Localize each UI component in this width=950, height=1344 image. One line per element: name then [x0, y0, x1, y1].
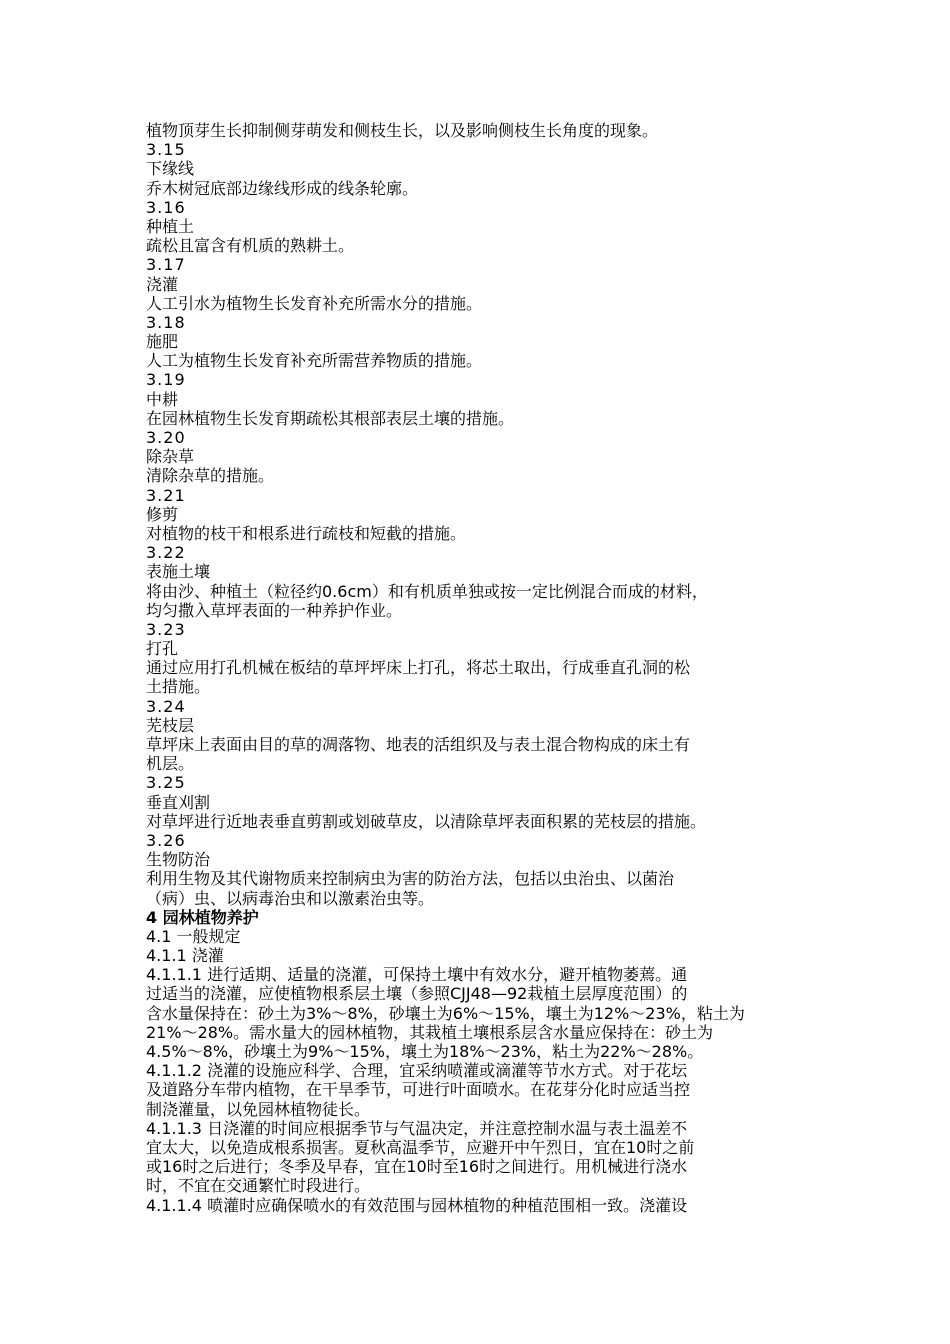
- text-line: 4.1.1.4 喷灌时应确保喷水的有效范围与园林植物的种植范围相一致。浇灌设: [146, 1195, 688, 1215]
- text-line: 表施土壤: [146, 562, 211, 582]
- text-line: 人工为植物生长发育补充所需营养物质的措施。: [146, 351, 483, 371]
- text-line: 均匀撒入草坪表面的一种养护作业。: [146, 600, 403, 620]
- section-heading: 4 园林植物养护: [146, 907, 259, 927]
- text-line: 人工引水为植物生长发育补充所需水分的措施。: [146, 293, 483, 313]
- text-line: 生物防治: [146, 850, 211, 870]
- clause-number: 3.16: [146, 197, 186, 217]
- text-line: 除杂草: [146, 447, 195, 467]
- text-line: 对草坪进行近地表垂直剪割或划破草皮，以清除草坪表面积累的芜枝层的措施。: [146, 811, 707, 831]
- text-line: 通过应用打孔机械在板结的草坪坪床上打孔，将芯土取出，行成垂直孔洞的松: [146, 658, 691, 678]
- clause-number: 3.19: [146, 370, 186, 390]
- clause-number: 3.24: [146, 696, 186, 716]
- text-line: 修剪: [146, 504, 179, 524]
- clause-number: 3.21: [146, 485, 186, 505]
- clause-number: 3.15: [146, 140, 186, 160]
- document-body: [146, 121, 816, 1215]
- text-line: 制浇灌量，以免园林植物徒长。: [146, 1099, 371, 1119]
- text-line: 机层。: [146, 754, 195, 774]
- text-line: 乔木树冠底部边缘线形成的线条轮廓。: [146, 178, 419, 198]
- text-line: 4.1 一般规定: [146, 926, 241, 946]
- text-line: 清除杂草的措施。: [146, 466, 275, 486]
- text-line: 21%～28%。需水量大的园林植物，其栽植土壤根系层含水量应保持在：砂土为: [146, 1022, 714, 1042]
- text-line: 4.5%～8%，砂壤土为9%～15%，壤土为18%～23%，粘土为22%～28%。: [146, 1042, 704, 1061]
- text-line: 及道路分车带内植物，在干旱季节，可进行叶面喷水。在花芽分化时应适当控: [146, 1080, 691, 1100]
- text-line: 垂直刈割: [146, 792, 211, 812]
- text-line: 疏松且富含有机质的熟耕土。: [146, 236, 355, 256]
- clause-number: 3.25: [146, 773, 186, 793]
- text-line: 施肥: [146, 332, 179, 352]
- text-line: 芜枝层: [146, 715, 195, 735]
- text-line: 4.1.1.1 进行适期、适量的浇灌，可保持土壤中有效水分，避开植物萎蔫。通: [146, 965, 688, 985]
- text-line: 种植土: [146, 216, 195, 236]
- text-line: 4.1.1.2 浇灌的设施应科学、合理，宜采纳喷灌或滴灌等节水方式。对于花坛: [146, 1061, 688, 1081]
- text-line: 将由沙、种植土（粒径约0.6cm）和有机质单独或按一定比例混合而成的材料，: [146, 581, 708, 601]
- text-line: 4.1.1 浇灌: [146, 946, 224, 966]
- text-line: 利用生物及其代谢物质来控制病虫为害的防治方法，包括以虫治虫、以菌治: [146, 869, 675, 889]
- text-line: 时，不宜在交通繁忙时段进行。: [146, 1176, 371, 1196]
- clause-number: 3.17: [146, 255, 186, 275]
- text-line: （病）虫、以病毒治虫和以激素治虫等。: [146, 888, 435, 908]
- text-line: 宜太大，以免造成根系损害。夏秋高温季节，应避开中午烈日，宜在10时之前: [146, 1137, 695, 1157]
- text-line: 打孔: [146, 639, 179, 659]
- text-line: 过适当的浇灌，应使植物根系层土壤（参照CJJ48—92栽植土层厚度范围）的: [146, 984, 688, 1004]
- text-line: 浇灌: [146, 274, 179, 294]
- text-line: 下缘线: [146, 159, 195, 179]
- clause-number: 3.26: [146, 830, 186, 850]
- clause-number: 3.23: [146, 619, 186, 639]
- text-line: 土措施。: [146, 677, 211, 697]
- clause-number: 3.20: [146, 428, 186, 447]
- text-line: 对植物的枝干和根系进行疏枝和短截的措施。: [146, 523, 467, 543]
- text-line: 含水量保持在：砂土为3%～8%，砂壤土为6%～15%，壤土为12%～23%，粘土为: [146, 1003, 745, 1023]
- text-line: 中耕: [146, 389, 179, 409]
- text-line: 或16时之后进行；冬季及早春，宜在10时至16时之间进行。用机械进行浇水: [146, 1157, 688, 1177]
- clause-number: 3.22: [146, 543, 186, 563]
- clause-number: 3.18: [146, 312, 186, 332]
- text-line: 在园林植物生长发育期疏松其根部表层土壤的措施。: [146, 408, 515, 428]
- text-line: 草坪床上表面由目的草的凋落物、地表的活组织及与表土混合物构成的床土有: [146, 735, 691, 754]
- text-line: 植物顶芽生长抑制侧芽萌发和侧枝生长，以及影响侧枝生长角度的现象。: [146, 121, 659, 140]
- text-line: 4.1.1.3 日浇灌的时间应根据季节与气温决定，并注意控制水温与表土温差不: [146, 1118, 688, 1138]
